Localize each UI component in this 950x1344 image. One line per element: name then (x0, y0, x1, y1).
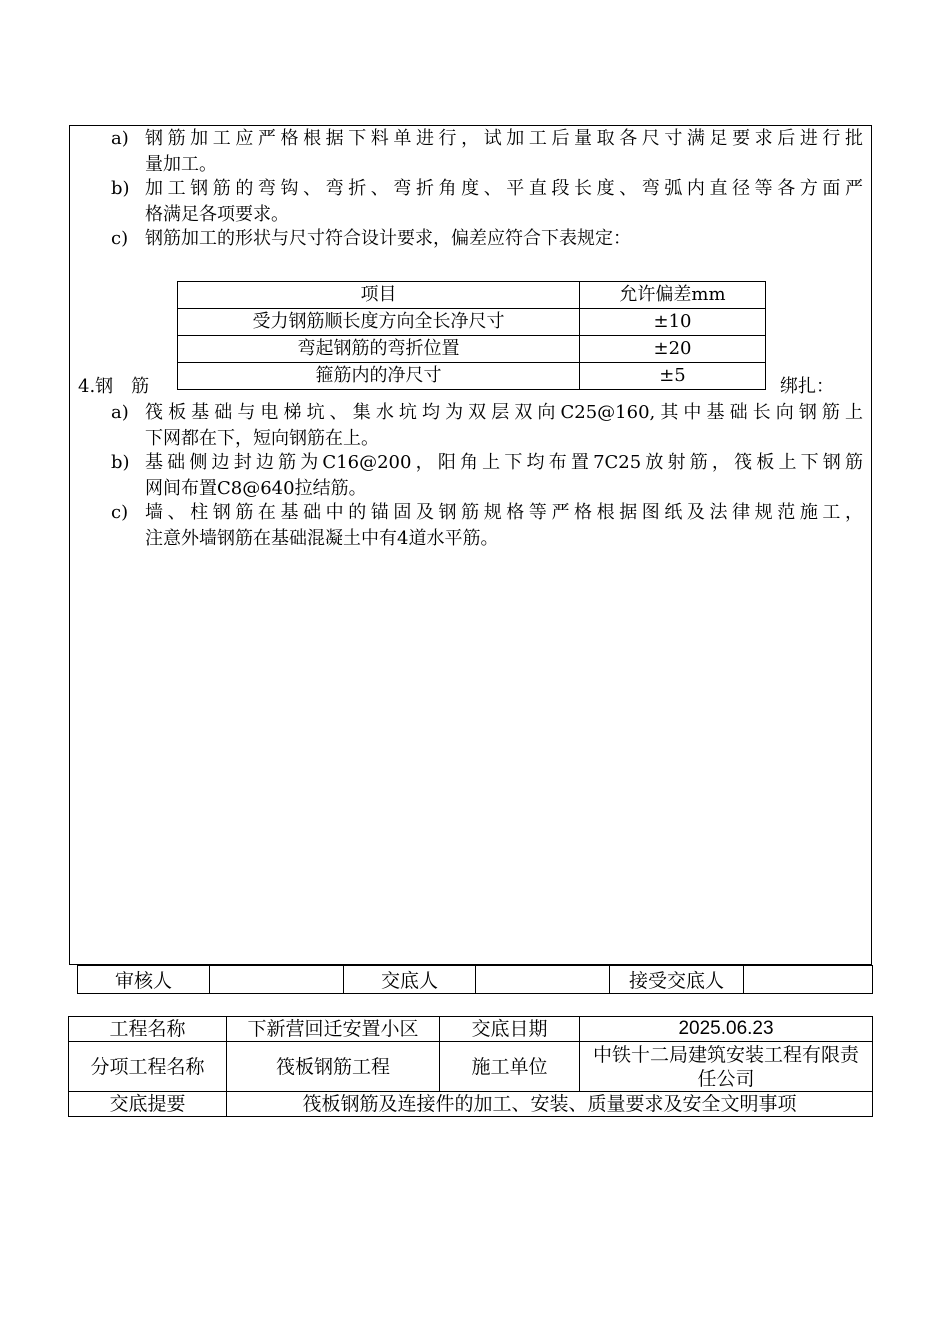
summary-value: 筏板钢筋及连接件的加工、安装、质量要求及安全文明事项 (227, 1092, 873, 1117)
section-heading-right: 绑扎： (780, 376, 834, 397)
unit-label: 施工单位 (440, 1042, 580, 1092)
receiver-field[interactable] (744, 966, 873, 994)
project-info-table (68, 1016, 873, 1117)
presenter-field[interactable] (476, 966, 610, 994)
item-label: c) (111, 502, 129, 523)
table-row (178, 309, 766, 336)
item-text-line: 钢筋加工的形状与尺寸符合设计要求，偏差应符合下表规定： (145, 228, 631, 249)
table-header-row (178, 282, 766, 309)
item-text-line: 格满足各项要求。 (145, 204, 289, 225)
item-label: a) (111, 128, 129, 149)
table-cell: 箍筋内的净尺寸 (178, 363, 580, 390)
sub-project-label: 分项工程名称 (69, 1042, 227, 1092)
unit-value: 中铁十二局建筑安装工程有限责任公司 (580, 1042, 873, 1092)
tolerance-table (177, 281, 766, 390)
signature-row (77, 965, 873, 994)
item-text-line: 下网都在下，短向钢筋在上。 (145, 428, 379, 449)
table-row (178, 363, 766, 390)
table-header: 允许偏差mm (580, 282, 766, 309)
presenter-label: 交底人 (344, 966, 476, 994)
table-cell: ±5 (580, 363, 766, 390)
table-header: 项目 (178, 282, 580, 309)
item-text-line: 基础侧边封边筋为C16@200，阳角上下均布置7C25放射筋，筏板上下钢筋 (145, 452, 863, 473)
item-text-line: 网间布置C8@640拉结筋。 (145, 478, 367, 499)
summary-label: 交底提要 (69, 1092, 227, 1117)
item-text-line: 钢筋加工应严格根据下料单进行，试加工后量取各尺寸满足要求后进行批 (145, 128, 863, 149)
table-row (178, 336, 766, 363)
item-text-line: 量加工。 (145, 154, 217, 175)
item-text-line: 加工钢筋的弯钩、弯折、弯折角度、平直段长度、弯弧内直径等各方面严 (145, 178, 863, 199)
project-name-value: 下新营回迁安置小区 (227, 1017, 440, 1042)
reviewer-label: 审核人 (78, 966, 210, 994)
item-text-line: 墙、柱钢筋在基础中的锚固及钢筋规格等严格根据图纸及法律规范施工， (145, 502, 863, 523)
project-name-label: 工程名称 (69, 1017, 227, 1042)
sub-project-value: 筏板钢筋工程 (227, 1042, 440, 1092)
table-cell: 弯起钢筋的弯折位置 (178, 336, 580, 363)
item-label: c) (111, 228, 129, 249)
item-label: a) (111, 402, 129, 423)
date-label: 交底日期 (440, 1017, 580, 1042)
table-cell: ±10 (580, 309, 766, 336)
section-heading-left: 4.钢 筋 (78, 376, 150, 397)
table-cell: ±20 (580, 336, 766, 363)
date-value: 2025.06.23 (580, 1017, 873, 1042)
item-label: b) (111, 178, 130, 199)
receiver-label: 接受交底人 (610, 966, 744, 994)
reviewer-field[interactable] (210, 966, 344, 994)
item-text-line: 筏板基础与电梯坑、集水坑均为双层双向C25@160,其中基础长向钢筋上 (145, 402, 863, 423)
item-text-line: 注意外墙钢筋在基础混凝土中有4道水平筋。 (145, 528, 499, 549)
item-label: b) (111, 452, 130, 473)
table-cell: 受力钢筋顺长度方向全长净尺寸 (178, 309, 580, 336)
